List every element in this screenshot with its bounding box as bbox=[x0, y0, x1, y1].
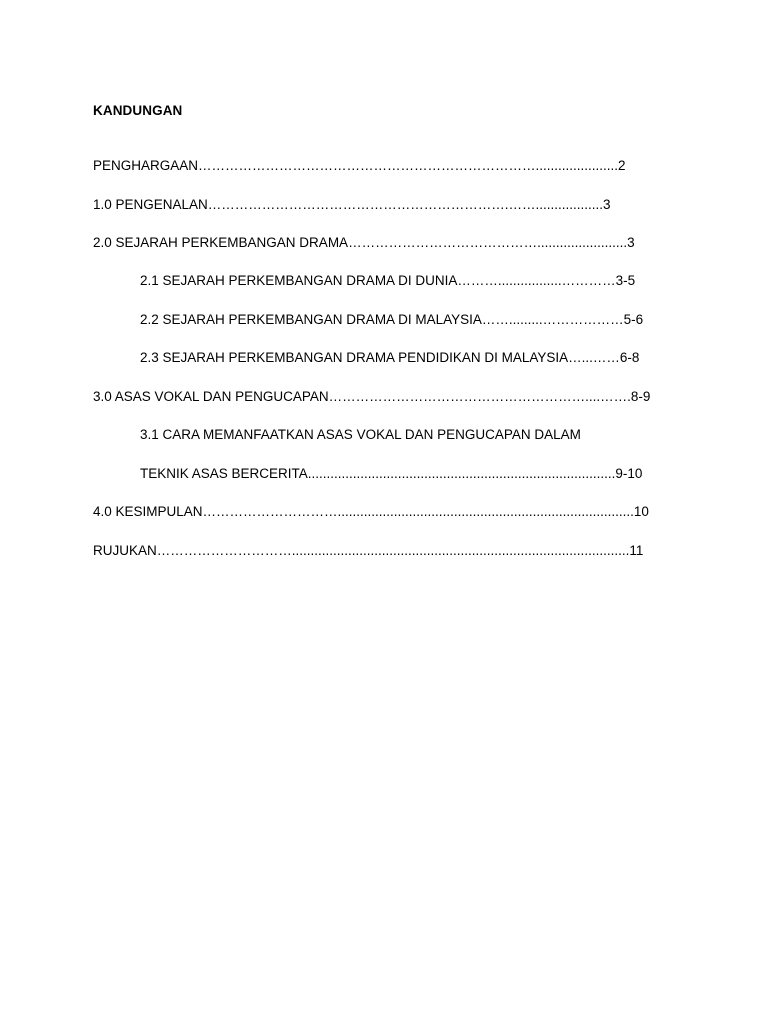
toc-entry-cara-memanfaatkan: 3.1 CARA MEMANFAATKAN ASAS VOKAL DAN PENGUCAPAN DALAM bbox=[140, 427, 581, 442]
toc-entry-sejarah-drama: 2.0 SEJARAH PERKEMBANGAN DRAMA……………………………………........................3 bbox=[93, 235, 635, 250]
toc-entry-kesimpulan: 4.0 KESIMPULAN…………………………...............................................................................10 bbox=[93, 504, 649, 519]
toc-heading: KANDUNGAN bbox=[93, 103, 183, 118]
toc-entry-drama-dunia: 2.1 SEJARAH PERKEMBANGAN DRAMA DI DUNIA……….................…………3-5 bbox=[140, 273, 636, 288]
toc-entry-asas-vokal: 3.0 ASAS VOKAL DAN PENGUCAPAN…………………………………………………....…….8-9 bbox=[93, 389, 651, 404]
toc-entry-drama-pendidikan: 2.3 SEJARAH PERKEMBANGAN DRAMA PENDIDIKAN DI MALAYSIA…...……6-8 bbox=[140, 350, 640, 365]
toc-entry-drama-malaysia: 2.2 SEJARAH PERKEMBANGAN DRAMA DI MALAYSIA…….........………………5-6 bbox=[140, 312, 644, 327]
toc-entry-teknik-bercerita: TEKNIK ASAS BERCERITA..................................................................................9-10 bbox=[140, 466, 643, 481]
toc-entry-penghargaan: PENGHARGAAN…………………………………………………………………......................2 bbox=[93, 158, 626, 173]
toc-entry-rujukan: RUJUKAN…………………………..........................................................................................11 bbox=[93, 543, 644, 558]
toc-entry-pengenalan: 1.0 PENGENALAN………………………………………………………….……..................3 bbox=[93, 197, 611, 212]
